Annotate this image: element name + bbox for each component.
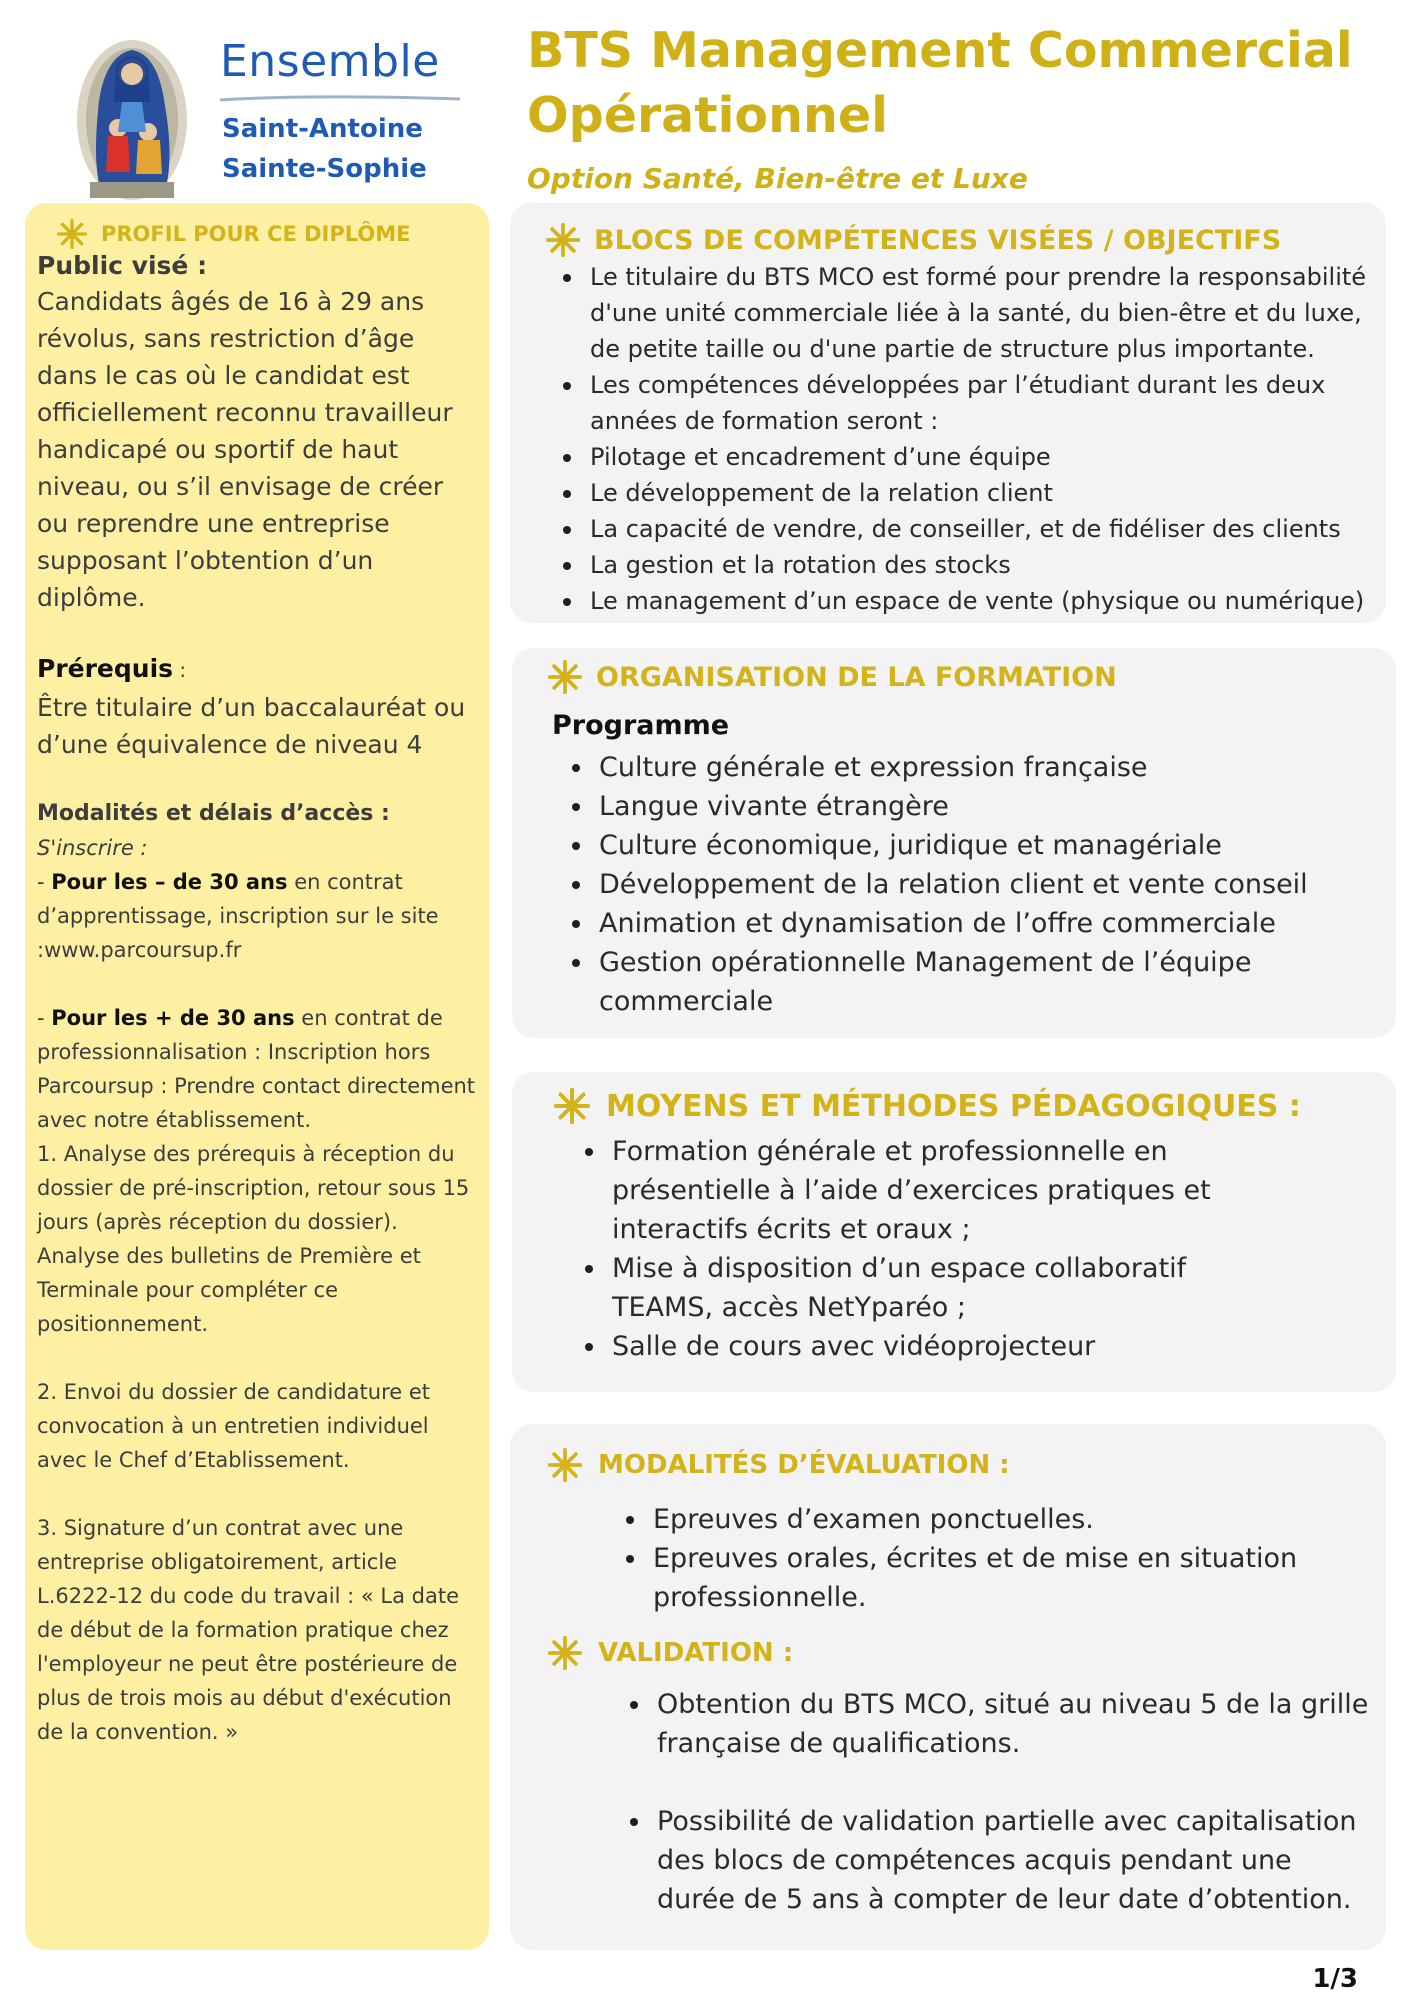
list-item: Culture générale et expression française [599,748,1359,787]
asterisk-star-icon [548,660,582,694]
list-item: Possibilité de validation partielle avec capitalisation des blocs de compétences acquis pendant une durée de 5 ans à compter de leur date d’obtention. [657,1802,1377,1919]
logo-line-1: Saint-Antoine [222,114,423,144]
profile-heading [57,219,482,249]
programme-list [599,748,1359,1021]
evaluation-heading-text: MODALITÉS D’ÉVALUATION : [598,1450,1010,1480]
asterisk-star-icon [57,219,87,249]
page-subtitle: Option Santé, Bien-être et Luxe [527,162,1028,195]
asterisk-star-icon [548,1448,582,1482]
access-label: Modalités et délais d’accès : [37,801,390,826]
step-3: 3. Signature d’un contrat avec une entreprise obligatoirement, article L.6222-12 du code du travail : « La date de début de la formation pratique chez l'employeur ne peut être postérieure de plus de trois mois au début d'exécution de la convention. » [37,1516,459,1744]
methods-panel [512,1072,1396,1392]
list-item: Langue vivante étrangère [599,787,1359,826]
page-title: BTS Management Commercial Opérationnel [527,22,1353,144]
list-item: Pilotage et encadrement d’une équipe [590,439,1380,475]
organisation-heading [548,660,1117,694]
list-item: Le titulaire du BTS MCO est formé pour prendre la responsabilité d'une unité commerciale liée à la santé, du bien-être et du luxe, de petite taille ou d'une partie de structure plus importante. [590,259,1380,367]
list-item: Les compétences développées par l’étudiant durant les deux années de formation seront : [590,367,1380,439]
logo-line-2: Sainte-Sophie [222,154,427,184]
competences-heading [546,223,1281,257]
logo-underline [220,94,460,104]
asterisk-star-icon [548,1636,582,1670]
profile-heading-text: PROFIL POUR CE DIPLÔME [101,222,411,246]
list-item: Formation générale et professionnelle en présentielle à l’aide d’exercices pratiques et interactifs écrits et oraux ; [612,1132,1232,1249]
list-item: Epreuves d’examen ponctuelles. [653,1500,1353,1539]
list-item: Animation et dynamisation de l’offre commerciale [599,904,1359,943]
list-item: La gestion et la rotation des stocks [590,547,1380,583]
programme-label: Programme [552,710,730,741]
validation-list [657,1685,1377,1919]
list-item: Gestion opérationnelle Management de l’équipe commerciale [599,943,1359,1021]
organisation-panel [512,648,1396,1038]
madonna-illustration [70,32,200,202]
competences-list [590,259,1380,619]
competences-heading-text: BLOCS DE COMPÉTENCES VISÉES / OBJECTIFS [594,224,1282,256]
over30-paragraph: - Pour les + de 30 ans en contrat de professionnalisation : Inscription hors Parcoursup : Prendre contact directement avec notre établissement. [37,1006,476,1132]
asterisk-star-icon [554,1088,590,1124]
profile-panel [25,203,489,1950]
list-item: Le développement de la relation client [590,475,1380,511]
methods-list [612,1132,1232,1366]
evaluation-panel [510,1424,1386,1950]
competences-panel [510,203,1386,623]
validation-heading [548,1636,793,1670]
organisation-heading-text: ORGANISATION DE LA FORMATION [596,661,1117,693]
methods-heading [554,1088,1301,1124]
public-text: Candidats âgés de 16 à 29 ans révolus, sans restriction d’âge dans le cas où le candidat est officiellement reconnu travailleur handicapé ou sportif de haut niveau, ou s’il envisage de créer ou reprendre une entreprise supposant l’obtention d’un diplôme. [37,287,453,612]
list-item: Obtention du BTS MCO, situé au niveau 5 de la grille française de qualifications. [657,1685,1377,1763]
list-item: Développement de la relation client et vente conseil [599,865,1359,904]
list-item: Mise à disposition d’un espace collaboratif TEAMS, accès NetYparéo ; [612,1249,1232,1327]
step-1: 1. Analyse des prérequis à réception du dossier de pré-inscription, retour sous 15 jours (après réception du dossier). [37,1142,470,1234]
list-item: Le management d’un espace de vente (physique ou numérique) [590,583,1380,619]
over30-label: Pour les + de 30 ans [51,1006,295,1030]
step-1-detail: Analyse des bulletins de Première et Terminale pour compléter ce positionnement. [37,1244,421,1336]
access-intro: S'inscrire : [37,836,148,860]
prereq-text: Être titulaire d’un baccalauréat ou d’une équivalence de niveau 4 [37,693,466,759]
under30-label: Pour les – de 30 ans [51,870,288,894]
list-item: Salle de cours avec vidéoprojecteur [612,1327,1232,1366]
school-logo [70,30,480,205]
page-number: 1/3 [1312,1964,1358,1994]
validation-heading-text: VALIDATION : [598,1638,794,1668]
evaluation-heading [548,1448,1010,1482]
public-label: Public visé : [37,251,208,280]
logo-name: Ensemble [220,36,440,87]
prereq-label: Prérequis [37,654,174,683]
methods-heading-text: MOYENS ET MÉTHODES PÉDAGOGIQUES : [606,1088,1301,1124]
prereq-colon: : [173,658,187,682]
under30-paragraph: - Pour les – de 30 ans en contrat d’apprentissage, inscription sur le site :www.parcoursup.fr [37,870,439,962]
list-item: Culture économique, juridique et managériale [599,826,1359,865]
asterisk-star-icon [546,223,580,257]
list-item: La capacité de vendre, de conseiller, et de fidéliser des clients [590,511,1380,547]
evaluation-list [653,1500,1353,1617]
step-2: 2. Envoi du dossier de candidature et convocation à un entretien individuel avec le Chef d’Etablissement. [37,1380,430,1472]
list-item: Epreuves orales, écrites et de mise en situation professionnelle. [653,1539,1353,1617]
